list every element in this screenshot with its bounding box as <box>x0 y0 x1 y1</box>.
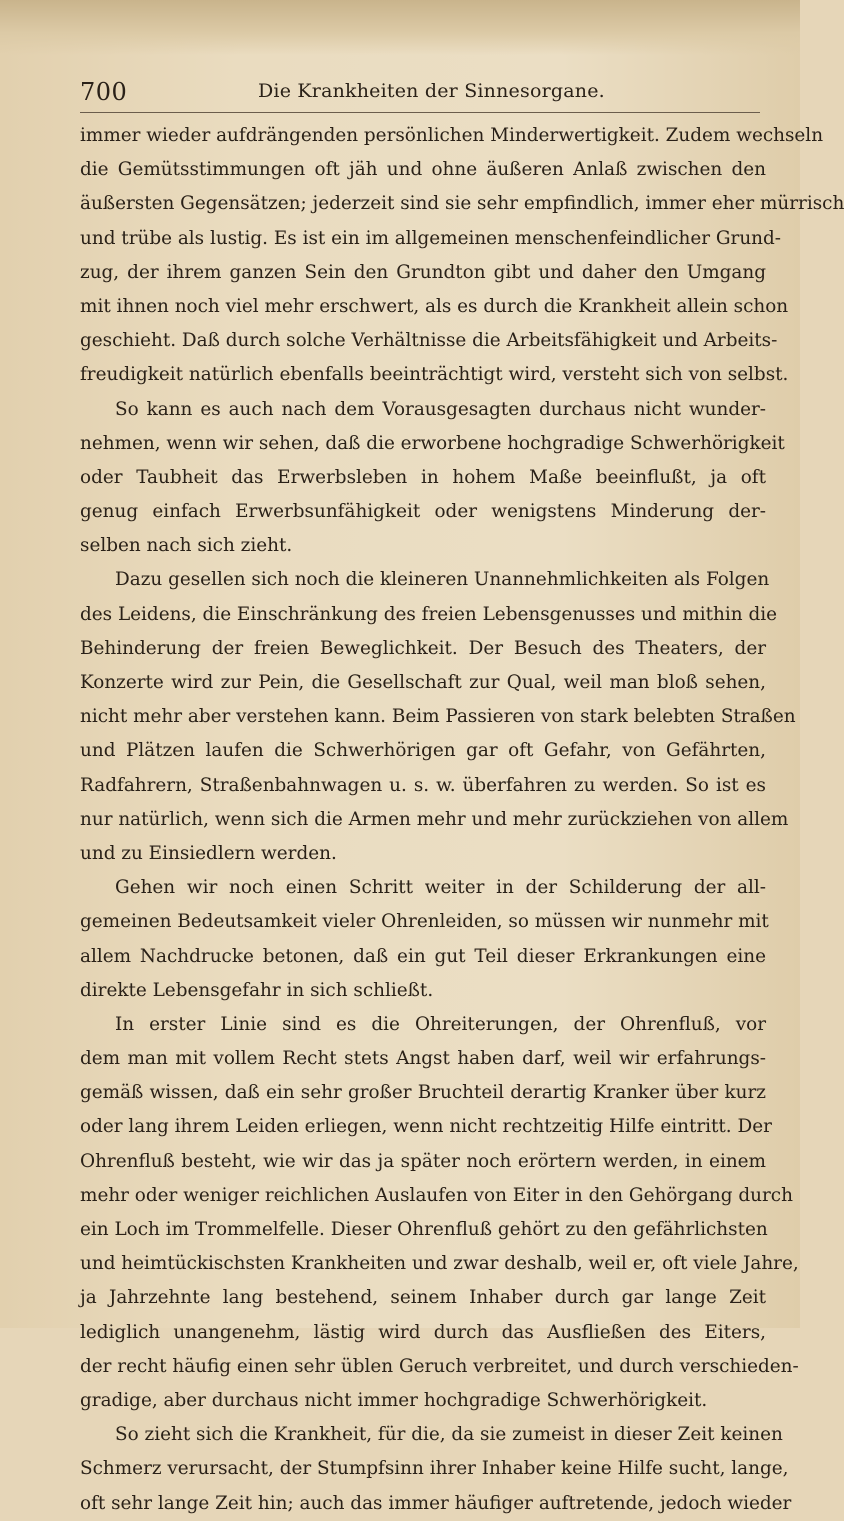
text-line: dem man mit vollem Recht stets Angst haben darf, weil wir erfahrungs- <box>80 1048 766 1070</box>
text-line: direkte Lebensgefahr in sich schließt. <box>80 979 434 1001</box>
text-line: So zieht sich die Krankheit, für die, da sie zumeist in dieser Zeit keinen <box>115 1424 783 1446</box>
text-line: freudigkeit natürlich ebenfalls beeinträchtigt wird, versteht sich von selbst. <box>80 364 789 386</box>
text-line: nur natürlich, wenn sich die Armen mehr und mehr zurückziehen von allem <box>80 808 789 830</box>
text-line: nehmen, wenn wir sehen, daß die erworbene hochgradige Schwerhörigkeit <box>80 432 785 454</box>
text-line: genug einfach Erwerbsunfähigkeit oder wenigstens Minderung der- <box>80 501 766 523</box>
text-line: ja Jahrzehnte lang bestehend, seinem Inhaber durch gar lange Zeit <box>80 1287 766 1309</box>
text-line: ein Loch im Trommelfelle. Dieser Ohrenfluß gehört zu den gefährlichsten <box>80 1219 768 1240</box>
text-line: Dazu gesellen sich noch die kleineren Unannehmlichkeiten als Folgen <box>115 569 770 591</box>
body-text <box>80 119 844 1521</box>
text-line: oft sehr lange Zeit hin; auch das immer häufiger auftretende, jedoch wieder <box>80 1492 792 1514</box>
text-line: mehr oder weniger reichlichen Auslaufen von Eiter in den Gehörgang durch <box>80 1184 793 1206</box>
text-line: gradige, aber durchaus nicht immer hochgradige Schwerhörigkeit. <box>80 1389 708 1411</box>
text-line: und Plätzen laufen die Schwerhörigen gar oft Gefahr, von Gefährten, <box>80 740 766 762</box>
page-number: 700 <box>80 78 128 106</box>
running-head: Die Krankheiten der Sinnesorgane. <box>258 80 605 102</box>
text-line: zug, der ihrem ganzen Sein den Grundton gibt und daher den Umgang <box>80 261 766 283</box>
text-line: und heimtückischsten Krankheiten und zwar deshalb, weil er, oft viele Jahre, <box>80 1253 799 1275</box>
text-line: Gehen wir noch einen Schritt weiter in der Schilderung der all- <box>115 877 766 899</box>
text-line: äußersten Gegensätzen; jederzeit sind sie sehr empfindlich, immer eher mürrisch <box>80 193 844 215</box>
text-line: oder Taubheit das Erwerbsleben in hohem Maße beeinflußt, ja oft <box>80 466 766 488</box>
text-line: nicht mehr aber verstehen kann. Beim Passieren von stark belebten Straßen <box>80 706 796 728</box>
text-line: gemeinen Bedeutsamkeit vieler Ohrenleiden, so müssen wir nunmehr mit <box>80 911 769 933</box>
text-line: geschieht. Daß durch solche Verhältnisse die Arbeitsfähigkeit und Arbeits- <box>80 330 778 352</box>
text-line: Konzerte wird zur Pein, die Gesellschaft zur Qual, weil man bloß sehen, <box>80 672 766 693</box>
text-line: die Gemütsstimmungen oft jäh und ohne äußeren Anlaß zwischen den <box>80 159 766 181</box>
text-line: lediglich unangenehm, lästig wird durch das Ausfließen des Eiters, <box>80 1321 766 1343</box>
text-line: gemäß wissen, daß ein sehr großer Bruchteil derartig Kranker über kurz <box>80 1082 766 1104</box>
text-line: Ohrenfluß besteht, wie wir das ja später noch erörtern werden, in einem <box>80 1150 766 1172</box>
text-line: In erster Linie sind es die Ohreiterungen, der Ohrenfluß, vor <box>115 1013 766 1035</box>
text-line: Schmerz verursacht, der Stumpfsinn ihrer Inhaber keine Hilfe sucht, lange, <box>80 1458 789 1480</box>
text-line: So kann es auch nach dem Vorausgesagten durchaus nicht wunder- <box>115 398 766 420</box>
text-line: selben nach sich zieht. <box>80 535 293 557</box>
text-line: Radfahrern, Straßenbahnwagen u. s. w. überfahren zu werden. So ist es <box>80 774 766 796</box>
text-line: und zu Einsiedlern werden. <box>80 842 337 864</box>
text-line: und trübe als lustig. Es ist ein im allgemeinen menschenfeindlicher Grund- <box>80 227 782 249</box>
text-line: allem Nachdrucke betonen, daß ein gut Teil dieser Erkrankungen eine <box>80 945 766 967</box>
text-line: oder lang ihrem Leiden erliegen, wenn nicht rechtzeitig Hilfe eintritt. Der <box>80 1116 772 1138</box>
text-line: immer wieder aufdrängenden persönlichen Minderwertigkeit. Zudem wechseln <box>80 125 824 146</box>
page-header <box>80 76 760 113</box>
text-line: Behinderung der freien Beweglichkeit. Der Besuch des Theaters, der <box>80 637 766 659</box>
text-line: des Leidens, die Einschränkung des freien Lebensgenusses und mithin die <box>80 603 777 625</box>
page-top-shadow <box>0 0 800 55</box>
text-line: mit ihnen noch viel mehr erschwert, als es durch die Krankheit allein schon <box>80 295 789 317</box>
text-line: der recht häufig einen sehr üblen Geruch verbreitet, und durch verschieden- <box>80 1355 799 1377</box>
